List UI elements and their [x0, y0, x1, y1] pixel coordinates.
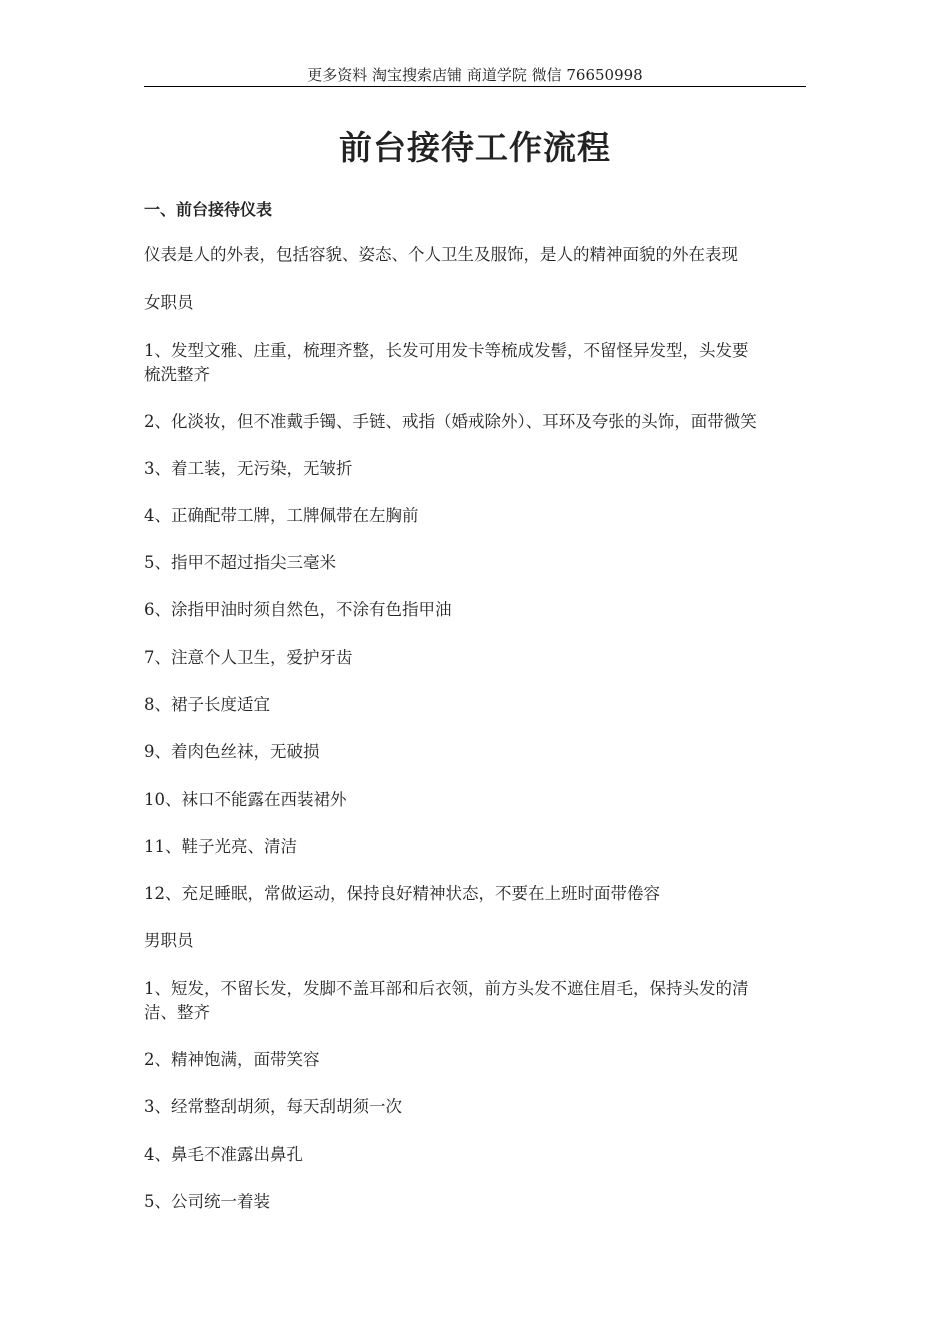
list-item: 11、鞋子光亮、清洁 [144, 837, 297, 856]
list-item: 4、正确配带工牌，工牌佩带在左胸前 [144, 506, 419, 525]
male-staff-label: 男职员 [144, 931, 194, 950]
list-item: 2、化淡妆，但不准戴手镯、手链、戒指（婚戒除外）、耳环及夸张的头饰，面带微笑 [144, 412, 757, 431]
list-item: 3、经常整刮胡须，每天刮胡须一次 [144, 1097, 402, 1116]
list-item: 4、鼻毛不准露出鼻孔 [144, 1145, 303, 1164]
list-item: 8、裙子长度适宜 [144, 695, 270, 714]
list-item: 10、袜口不能露在西装裙外 [144, 790, 347, 809]
list-item: 7、注意个人卫生，爱护牙齿 [144, 648, 353, 667]
list-item: 2、精神饱满，面带笑容 [144, 1050, 320, 1069]
list-item: 9、着肉色丝袜，无破损 [144, 742, 320, 761]
section-intro: 仪表是人的外表，包括容貌、姿态、个人卫生及服饰，是人的精神面貌的外在表现 [144, 245, 738, 264]
female-staff-label: 女职员 [144, 293, 194, 312]
list-item: 12、充足睡眠，常做运动，保持良好精神状态，不要在上班时面带倦容 [144, 884, 660, 903]
list-item: 1、发型文雅、庄重，梳理齐整，长发可用发卡等梳成发髻，不留怪异发型，头发要 [144, 341, 749, 360]
list-item: 3、着工装，无污染，无皱折 [144, 459, 353, 478]
list-item: 5、指甲不超过指尖三毫米 [144, 553, 336, 572]
page-header: 更多资料 淘宝搜索店铺 商道学院 微信 76650998 [144, 64, 806, 87]
document-title: 前台接待工作流程 [339, 128, 611, 167]
section-heading: 一、前台接待仪表 [144, 200, 273, 219]
list-item: 梳洗整齐 [144, 365, 210, 384]
list-item: 洁、整齐 [144, 1003, 210, 1022]
list-item: 6、涂指甲油时须自然色，不涂有色指甲油 [144, 600, 452, 619]
list-item: 1、短发，不留长发，发脚不盖耳部和后衣领，前方头发不遮住眉毛，保持头发的清 [144, 979, 749, 998]
list-item: 5、公司统一着装 [144, 1192, 270, 1211]
